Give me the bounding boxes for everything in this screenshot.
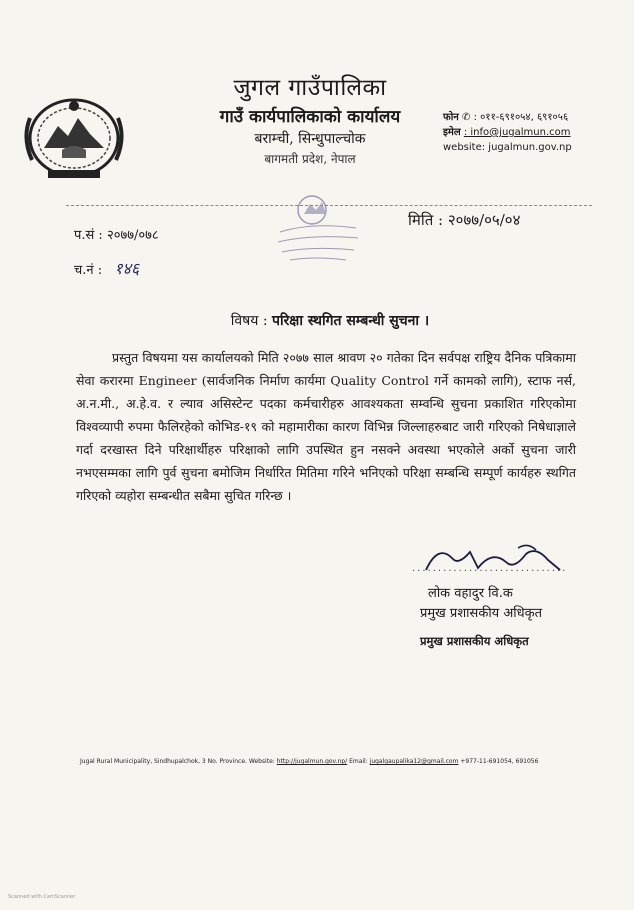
chalani-number [74,257,139,279]
signer-title: प्रमुख प्रशासकीय अधिकृत [420,606,543,621]
phone-icon: ✆ [462,112,471,123]
contact-block [443,110,628,155]
org-name: जुगल गाउँपालिका [233,75,387,101]
footer-email-link[interactable]: jugalgaupalika12@gmail.com [369,758,459,765]
signer-name: लोक वहादुर वि.क [428,586,513,601]
office-address: बराम्ची, सिन्धुपाल्चोक [254,131,366,147]
email-row [443,125,628,140]
phone-row [443,110,628,125]
notice-body: प्रस्तुत विषयमा यस कार्यालयको मिति २०७७ साल श्रावण २० गतेका दिन सर्वपक्ष राष्ट्रिय दैनिक पत्रिकामा सेवा करारमा Engineer (सार्वजनिक निर्माण कार्यमा Quality Control गर्ने कामको लागि), स्टाफ नर्स, अ.न.मी., अ.हे.व. र ल्याव असिस्टेन्ट पदका कर्मचारीहरु आवश्यकता सम्वन्धि सुचना प्रकाशित गरिएकोमा विश्वव्यापी रुपमा फैलिरहेको कोभिड-१९ को महामारीका कारण विभिन्न जिल्लाहरुबाट जारी गरिएको निषेधाज्ञाले गर्दा दरखास्त दिने परिक्षार्थीहरु परिक्षाको लागि उपस्थित हुन नसक्ने अवस्था भएकोले अर्को सुचना जारी नभएसम्मका लागि पुर्व सुचना बमोजिम निर्धारित मितिमा गरिने भनिएको परिक्षा सम्बन्धि सम्पूर्ण कार्यहरु स्थगित गरिएको व्यहोरा सम्बन्धीत सबैमा सुचित गरिन्छ । [76,350,576,503]
signer-title-stamp: प्रमुख प्रशासकीय अधिकृत [420,634,529,648]
letterhead [190,70,430,167]
footer-email-label: Email: [347,758,370,765]
chalani-value: १४६ [114,259,140,278]
footer-phones: +977-11-691054, 691056 [458,758,539,765]
footer-website-link[interactable]: http://jugalmun.gov.np/ [276,758,348,765]
email-link[interactable]: : info@jugalmun.com [463,127,571,138]
subject-label: विषय : [230,313,268,329]
patra-sankhya: प.सं : २०७७/०७८ [74,228,159,243]
signature-icon [418,540,568,580]
phone-label: फोन [443,112,459,123]
email-label: इमेल [443,127,461,138]
letter-footer [80,758,600,765]
footer-address: Jugal Rural Municipality, Sindhupalchok, 3 No. Province. Website: [80,758,277,765]
scanner-watermark: Scanned with CamScanner [8,894,76,900]
office-name: गाउँ कार्यपालिकाको कार्यालय [219,107,401,127]
nepal-emblem-icon [18,88,130,184]
phone-number: : ०११-६९१०५४, ६९१०५६ [473,112,569,123]
office-stamp-icon [266,188,366,268]
office-province: बागमती प्रदेश, नेपाल [264,152,356,166]
subject-line [195,311,465,330]
signature-line: .............................. [412,563,568,574]
letter-date: मिति : २०७७/०५/०४ [408,211,521,229]
subject-text: परिक्षा स्थगित सम्बन्धी सुचना । [272,313,430,329]
website-row: website: jugalmun.gov.np [443,142,572,153]
chalani-label: च.नं : [74,263,103,278]
